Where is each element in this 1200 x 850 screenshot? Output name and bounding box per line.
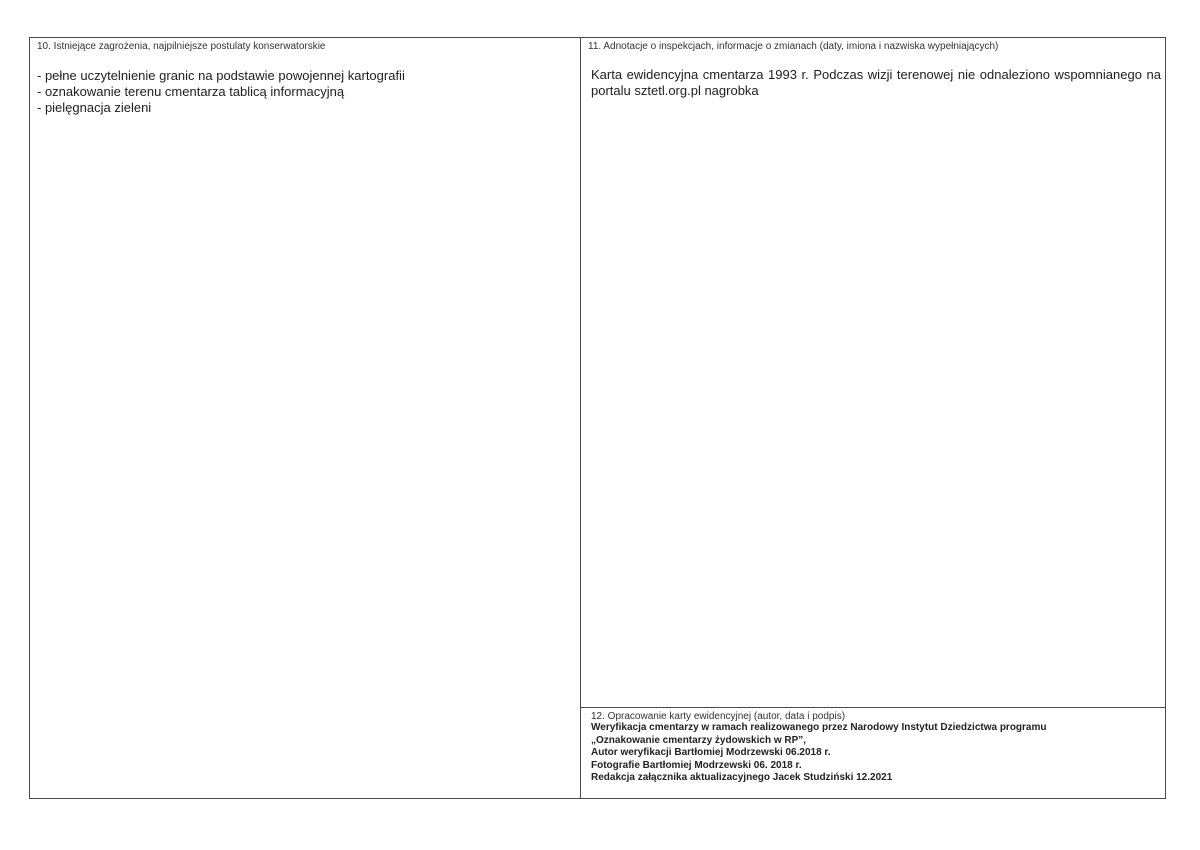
list-item: - pielęgnacja zieleni (37, 100, 152, 115)
preparation-line: „Oznakowanie cmentarzy żydowskich w RP”, (591, 734, 807, 746)
right-column (581, 38, 1165, 798)
preparation-line: Redakcja załącznika aktualizacyjnego Jacek Studziński 12.2021 (591, 772, 893, 783)
card-preparation-section (581, 708, 1165, 798)
inspection-notes-label: 11. Adnotacje o inspekcjach, informacje o zmianach (daty, imiona i nazwiska wypełniających) (588, 41, 999, 52)
preparation-line: Autor weryfikacji Bartłomiej Modrzewski 06.2018 r. (591, 747, 831, 758)
preparation-line: Fotografie Bartłomiej Modrzewski 06. 2018 r. (591, 759, 802, 771)
inspection-notes-text: Karta ewidencyjna cmentarza 1993 r. Podczas wizji terenowej nie odnaleziono wspomnianego na portalu sztetl.org.pl nagrobka (591, 67, 1161, 98)
conservation-postulates-list (37, 68, 405, 116)
threats-section-label: 10. Istniejące zagrożenia, najpilniejsze postulaty konserwatorskie (37, 41, 326, 52)
card-preparation-details (591, 722, 1047, 785)
inspection-notes-section (581, 38, 1165, 708)
card-preparation-label: 12. Opracowanie karty ewidencyjnej (autor, data i podpis) (591, 711, 846, 722)
list-item: - oznakowanie terenu cmentarza tablicą informacyjną (37, 84, 345, 99)
preparation-line: Weryfikacja cmentarzy w ramach realizowanego przez Narodowy Instytut Dziedzictwa programu (591, 722, 1047, 733)
inventory-card-form (29, 37, 1166, 799)
list-item: - pełne uczytelnienie granic na podstawie powojennej kartografii (37, 68, 405, 83)
threats-section (30, 38, 581, 798)
